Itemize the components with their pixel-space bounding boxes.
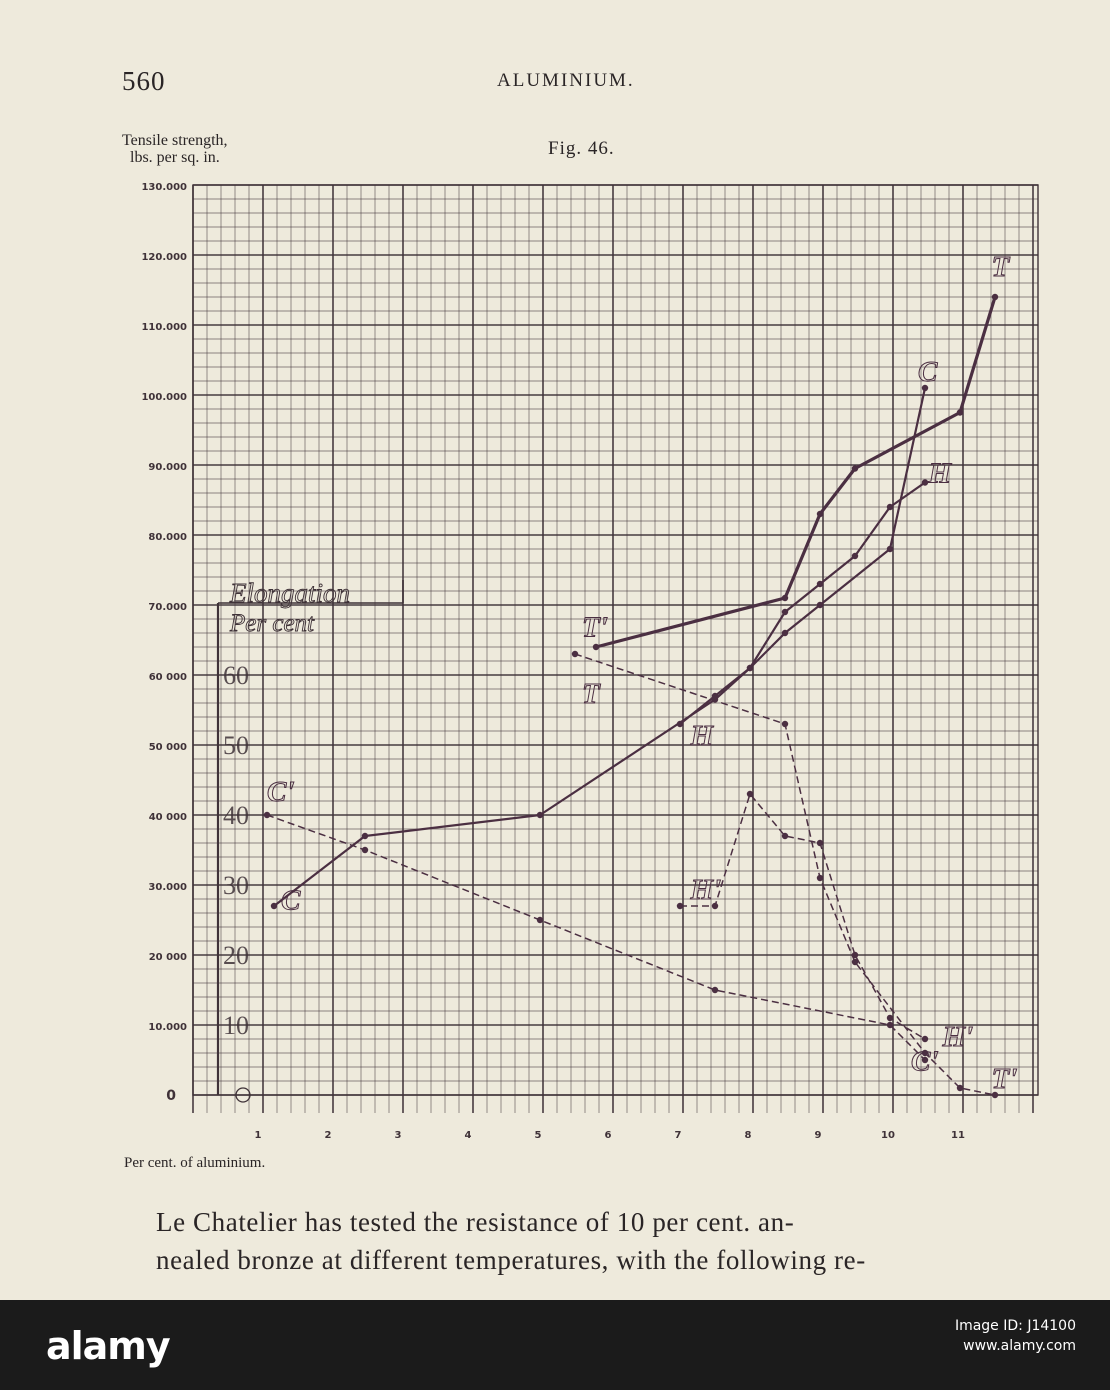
watermark-footer (0, 1300, 1110, 1390)
running-head: ALUMINIUM. (497, 70, 635, 91)
y2-tick-label: 10 (223, 1011, 249, 1040)
data-point (887, 546, 893, 552)
y2-tick-label: 50 (223, 731, 249, 760)
y-tick-label: 70.000 (148, 602, 187, 613)
data-point (271, 903, 277, 909)
series-label: T (991, 251, 1010, 283)
y2-tick-label: 30 (223, 871, 249, 900)
data-point (922, 1036, 928, 1042)
x-axis-title: Per cent. of aluminium. (124, 1155, 266, 1171)
x-tick-label: 4 (464, 1130, 472, 1141)
y-tick-label: 80.000 (148, 532, 187, 543)
data-point (537, 917, 543, 923)
series-label: H (928, 457, 952, 490)
data-point (537, 812, 543, 818)
data-point (817, 875, 823, 881)
curve-annotation: T' (582, 611, 608, 644)
series-label: C' (267, 776, 295, 808)
data-point (677, 903, 683, 909)
x-tick-label: 2 (324, 1130, 332, 1141)
y2-axis-title-line-1: Elongation (230, 578, 350, 608)
data-point (817, 511, 823, 517)
data-point (887, 504, 893, 510)
data-point (572, 651, 578, 657)
y-tick-label: 130.000 (141, 182, 187, 193)
data-point (957, 409, 963, 415)
y-tick-label: 60 000 (148, 672, 187, 683)
x-tick-label: 11 (951, 1130, 965, 1141)
y-axis-title-line-1: Tensile strength, (122, 132, 228, 149)
series-H-prime (677, 791, 928, 1042)
y2-tick-label: 20 (223, 941, 249, 970)
y-tick-label: 50 000 (148, 742, 187, 753)
data-point (593, 644, 599, 650)
y-axis-title-line-2: lbs. per sq. in. (130, 149, 220, 166)
data-point (992, 294, 998, 300)
data-point (782, 595, 788, 601)
data-point (362, 847, 368, 853)
series-line (575, 654, 995, 1095)
y-tick-label: 40 000 (148, 812, 187, 823)
data-point (712, 693, 718, 699)
plot-frame (193, 185, 1038, 1095)
data-point (957, 1085, 963, 1091)
y-tick-label: 0 (166, 1088, 176, 1104)
data-point (887, 1022, 893, 1028)
data-point (817, 581, 823, 587)
figure-label: Fig. 46. (548, 138, 615, 159)
curve-annotation: H' (942, 1021, 974, 1053)
footer-code (955, 1316, 1076, 1356)
y2-tick-label: 40 (223, 801, 249, 830)
data-point (362, 833, 368, 839)
series-label: H' (690, 874, 722, 906)
body-paragraph (156, 1203, 1056, 1279)
footer-image-id: Image ID: J14100 (954, 1318, 1076, 1334)
series-H (677, 479, 928, 727)
y-tick-label: 30.000 (148, 882, 187, 893)
x-tick-label: 9 (814, 1130, 822, 1141)
y2-axis-title-line-2: Per cent (230, 610, 314, 637)
data-point (264, 812, 270, 818)
y-tick-label: 10.000 (148, 1022, 187, 1033)
x-tick-label: 1 (254, 1130, 262, 1141)
chart-grid (193, 185, 1038, 1113)
curve-annotation: H (690, 720, 714, 752)
data-point (782, 721, 788, 727)
body-line-2: nealed bronze at different temperatures, with the following re- (156, 1245, 866, 1275)
data-point (817, 602, 823, 608)
x-tick-label: 3 (394, 1130, 402, 1141)
curve-annotation: C' (911, 1045, 939, 1078)
series-line (680, 483, 925, 725)
x-tick-label: 7 (674, 1130, 682, 1141)
data-point (747, 791, 753, 797)
x-tick-label: 10 (881, 1130, 895, 1141)
series-T-prime (572, 651, 998, 1098)
data-point (922, 479, 928, 485)
x-tick-label: 6 (604, 1130, 612, 1141)
y-tick-label: 120.000 (141, 252, 187, 263)
data-point (852, 959, 858, 965)
data-point (852, 553, 858, 559)
curve-annotation: T (582, 678, 600, 710)
data-point (712, 987, 718, 993)
y-tick-label: 20 000 (148, 952, 187, 963)
y-tick-label: 110.000 (141, 322, 187, 333)
data-point (852, 465, 858, 471)
data-point (747, 665, 753, 671)
x-tick-label: 5 (534, 1130, 542, 1141)
series-label: C (281, 884, 301, 917)
curve-annotation: C (918, 356, 938, 388)
data-point (782, 609, 788, 615)
data-point (782, 833, 788, 839)
data-point (782, 630, 788, 636)
x-tick-label: 8 (744, 1130, 752, 1141)
page-number: 560 (122, 66, 166, 96)
footer-brand: alamy (46, 1324, 170, 1368)
y-tick-label: 90.000 (148, 462, 187, 473)
footer-site: www.alamy.com (963, 1338, 1076, 1354)
y2-tick-label: 60 (223, 661, 249, 690)
data-point (817, 840, 823, 846)
body-line-1: Le Chatelier has tested the resistance of 10 per cent. an- (156, 1207, 795, 1237)
data-point (887, 1015, 893, 1021)
series-label: T' (991, 1063, 1018, 1095)
data-point (677, 721, 683, 727)
y-tick-label: 100.000 (141, 392, 187, 403)
series-line (680, 794, 925, 1039)
